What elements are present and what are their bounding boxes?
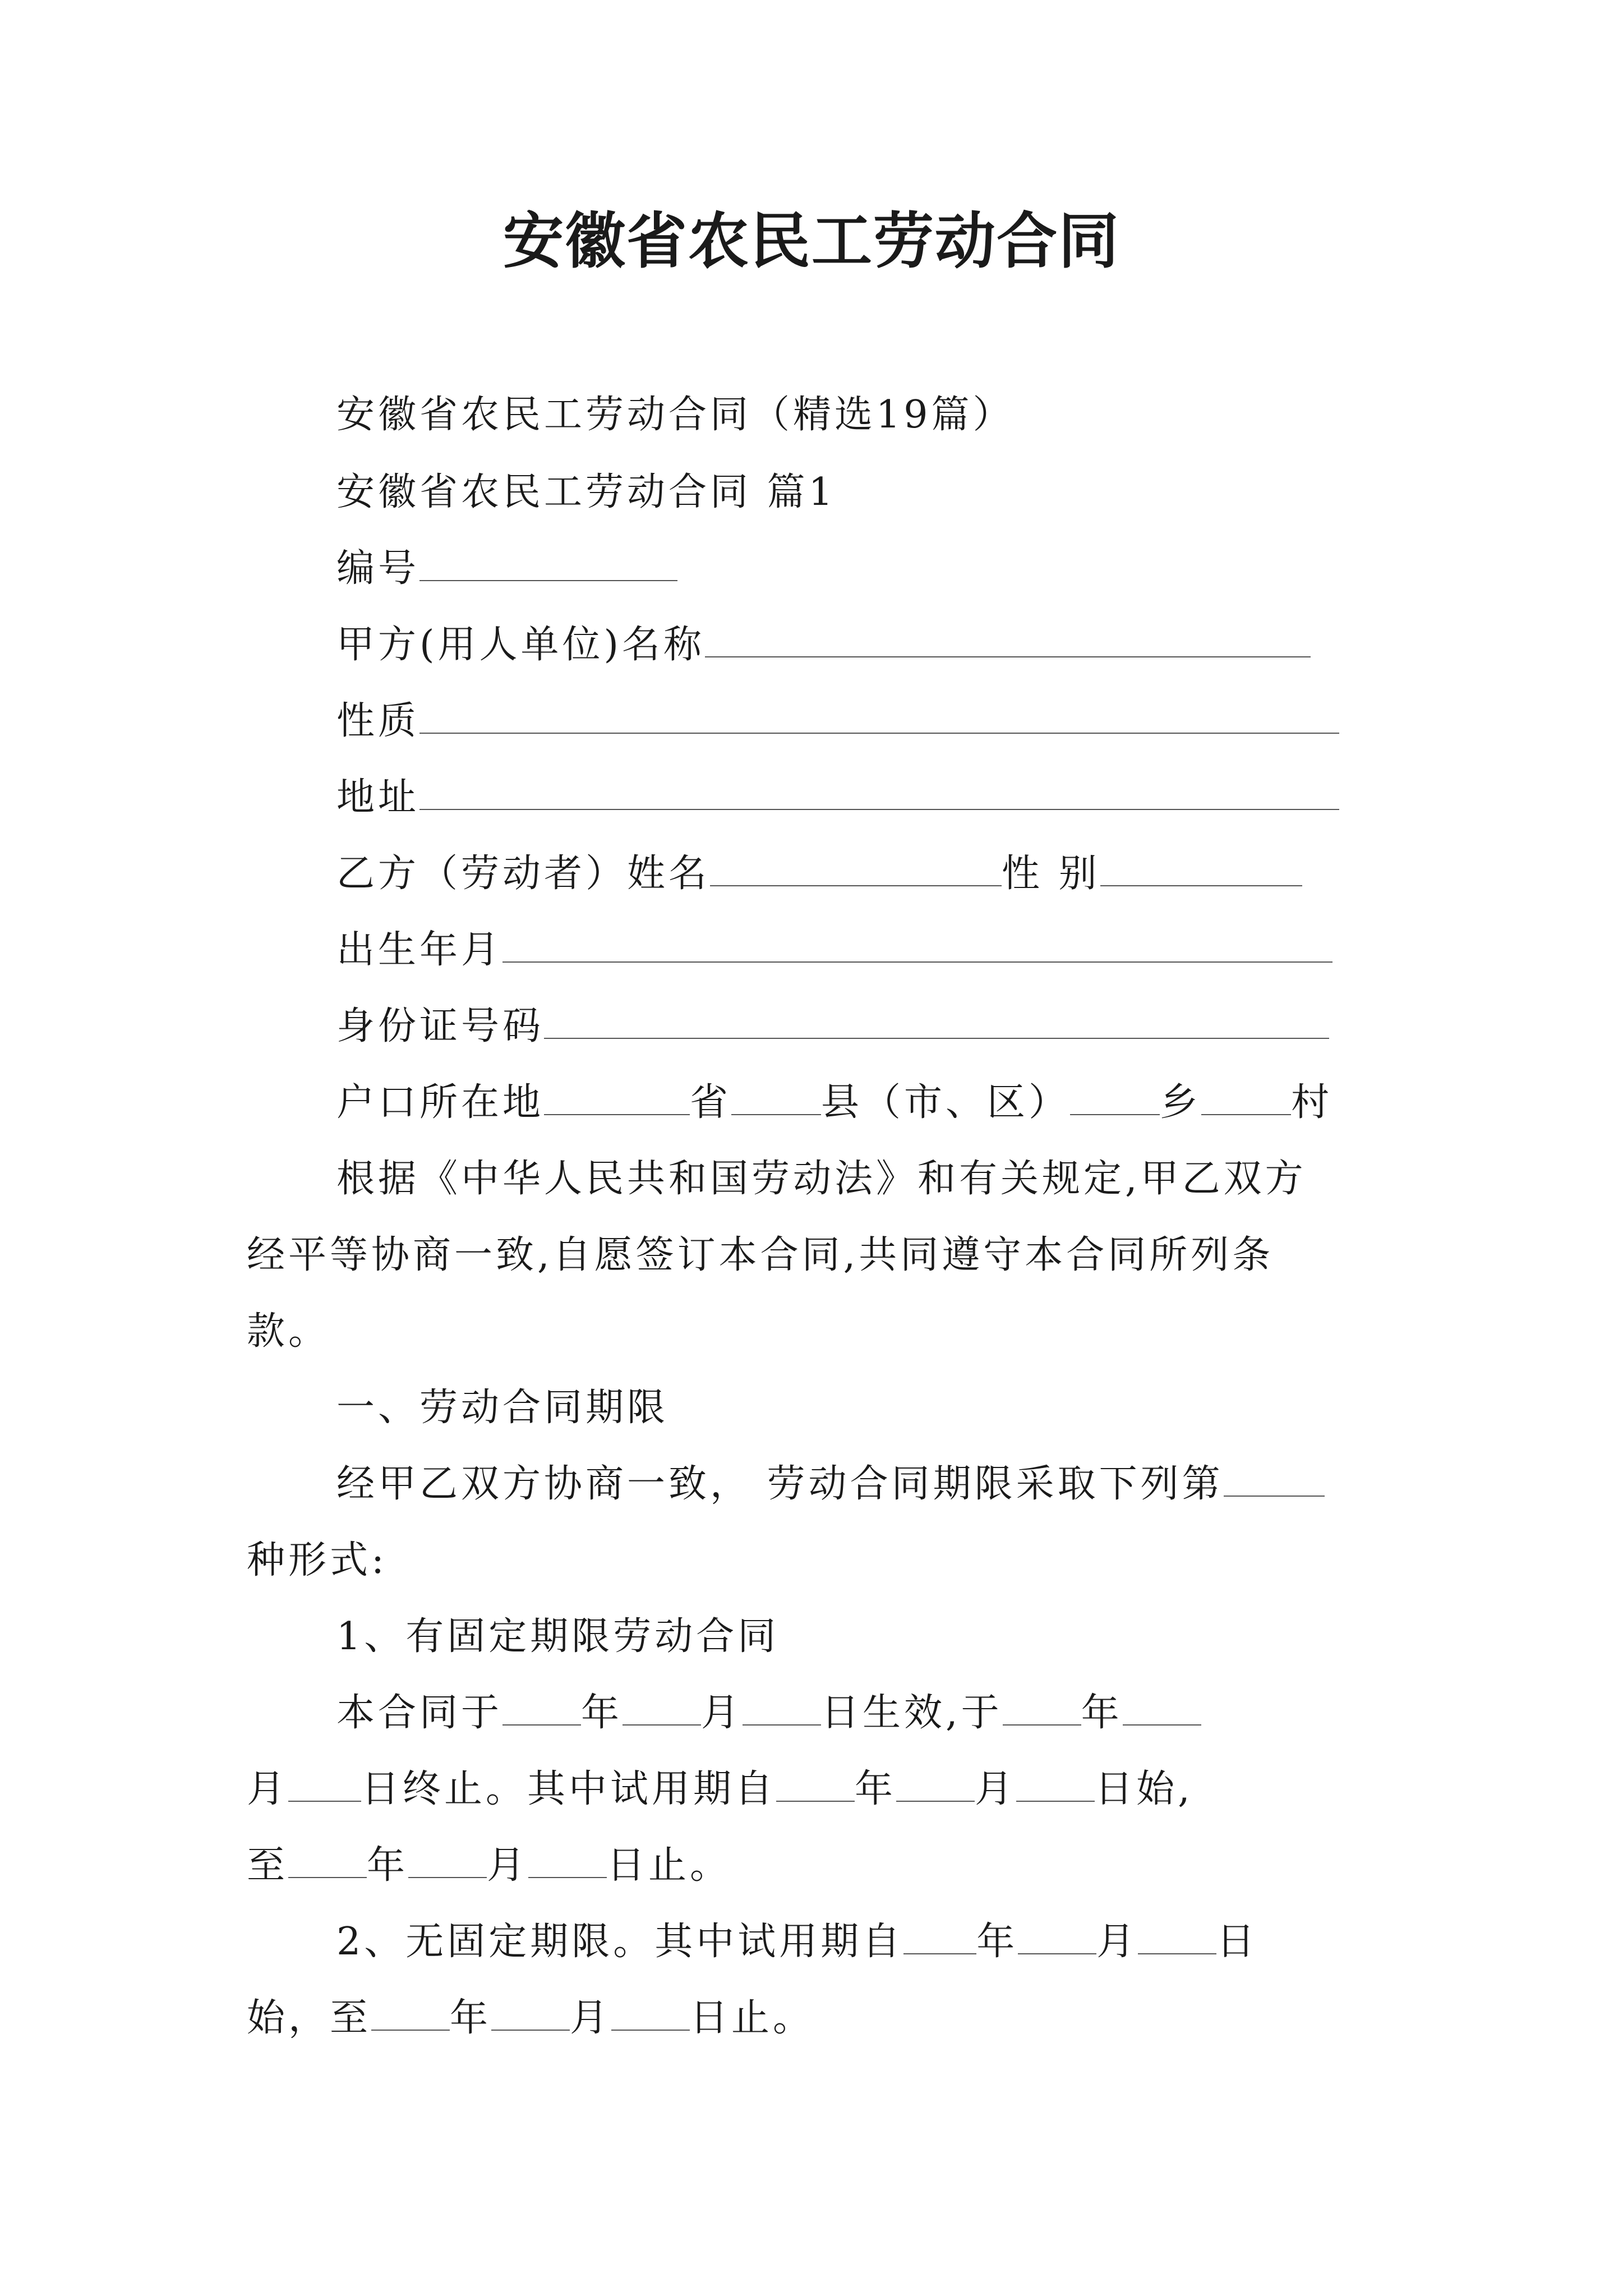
id-number-blank <box>544 1005 1329 1039</box>
document-title: 安徽省农民工劳动合同 <box>502 206 1120 277</box>
end-text: 日止。 <box>690 1996 815 2040</box>
township-label: 乡 <box>1160 1080 1202 1125</box>
county-label: 县（市、区） <box>821 1080 1071 1125</box>
province-blank <box>544 1082 690 1115</box>
month-label: 月 <box>701 1691 743 1735</box>
term-choice-row <box>336 1456 1325 1512</box>
effective-until-text: 日生效,于 <box>821 1691 1003 1735</box>
open-end-day-blank <box>611 1997 690 2031</box>
year-label: 年 <box>1081 1691 1123 1735</box>
end-text: 日止。 <box>607 1843 732 1888</box>
id-number-row <box>336 999 1329 1055</box>
clause-1-heading: 一、劳动合同期限 <box>336 1386 669 1430</box>
open-probation-year-blank <box>903 1921 976 1954</box>
contract-number-row <box>336 541 677 597</box>
village-blank <box>1201 1082 1291 1115</box>
effective-day-blank <box>743 1692 821 1726</box>
fixed-term-heading: 1、有固定期限劳动合同 <box>336 1614 780 1659</box>
probation-year-blank <box>776 1768 855 1802</box>
household-label: 户口所在地 <box>336 1080 545 1125</box>
employer-nature-row <box>336 693 1339 749</box>
year-label: 年 <box>581 1691 623 1735</box>
year-label: 年 <box>450 1996 492 2040</box>
birth-date-row <box>336 922 1332 978</box>
open-end-year-blank <box>371 1997 450 2031</box>
village-label: 村 <box>1291 1080 1333 1125</box>
term-choice-line-2: 种形式: <box>247 1538 388 1582</box>
township-blank <box>1070 1082 1160 1115</box>
employer-name-blank <box>705 624 1311 657</box>
county-blank <box>731 1082 821 1115</box>
end-day-blank <box>288 1768 361 1802</box>
term-choice-text: 经甲乙双方协商一致， 劳动合同期限采取下列第 <box>336 1462 1224 1506</box>
section-heading: 安徽省农民工劳动合同 篇1 <box>336 470 836 514</box>
preamble-line-2: 经平等协商一致,自愿签订本合同,共同遵守本合同所列条 <box>247 1233 1274 1277</box>
until-text: 至 <box>247 1843 289 1888</box>
effective-year-blank <box>502 1692 581 1726</box>
household-registration-row <box>336 1075 1332 1131</box>
employer-address-label: 地址 <box>336 775 420 820</box>
probation-end-year-blank <box>288 1844 367 1878</box>
open-start-until-text: 始，至 <box>247 1996 372 2040</box>
probation-day-blank <box>1016 1768 1095 1802</box>
province-label: 省 <box>690 1080 732 1125</box>
open-end-month-blank <box>491 1997 570 2031</box>
effective-text: 本合同于 <box>336 1691 503 1735</box>
employer-nature-label: 性质 <box>336 699 420 743</box>
end-month-blank <box>1123 1692 1201 1726</box>
month-label: 月 <box>247 1767 289 1811</box>
year-label: 年 <box>976 1920 1018 1964</box>
open-term-line-2 <box>247 1990 814 2046</box>
month-label: 月 <box>570 1996 612 2040</box>
preamble-line-1: 根据《中华人民共和国劳动法》和有关规定,甲乙双方 <box>336 1157 1307 1201</box>
employee-name-blank <box>710 853 1002 886</box>
day-label: 日 <box>1216 1920 1258 1964</box>
probation-end-month-blank <box>408 1844 487 1878</box>
contract-number-label: 编号 <box>336 546 420 591</box>
open-term-line-1 <box>336 1914 1258 1970</box>
employer-name-label: 甲方(用人单位)名称 <box>336 623 706 667</box>
employer-name-row <box>336 617 1311 673</box>
collection-subtitle: 安徽省农民工劳动合同（精选19篇） <box>336 393 1015 437</box>
id-number-label: 身份证号码 <box>336 1004 545 1048</box>
employer-address-blank <box>419 776 1339 810</box>
month-label: 月 <box>487 1843 529 1888</box>
fixed-term-dates-line-1 <box>336 1685 1201 1741</box>
fixed-term-dates-line-2 <box>247 1761 1193 1818</box>
effective-month-blank <box>623 1692 701 1726</box>
preamble-line-3: 款。 <box>247 1309 330 1354</box>
open-probation-day-blank <box>1138 1921 1216 1954</box>
start-text: 日始, <box>1095 1767 1193 1811</box>
probation-month-blank <box>896 1768 975 1802</box>
year-label: 年 <box>855 1767 897 1811</box>
contract-number-blank <box>419 547 677 581</box>
open-probation-month-blank <box>1018 1921 1096 1954</box>
probation-end-day-blank <box>528 1844 607 1878</box>
employee-name-row <box>336 846 1302 902</box>
year-label: 年 <box>367 1843 409 1888</box>
employee-gender-label: 性 别 <box>1002 852 1100 896</box>
employee-name-label: 乙方（劳动者）姓名 <box>336 852 711 896</box>
month-label: 月 <box>975 1767 1017 1811</box>
open-term-text: 2、无固定期限。其中试用期自 <box>336 1920 904 1964</box>
fixed-term-dates-line-3 <box>247 1838 731 1894</box>
birth-date-blank <box>502 929 1332 963</box>
probation-start-text: 日终止。其中试用期自 <box>361 1767 777 1811</box>
end-year-blank <box>1003 1692 1081 1726</box>
employee-gender-blank <box>1100 853 1302 886</box>
month-label: 月 <box>1096 1920 1138 1964</box>
employer-address-row <box>336 770 1339 826</box>
employer-nature-blank <box>419 700 1339 734</box>
term-choice-blank <box>1224 1463 1325 1497</box>
birth-date-label: 出生年月 <box>336 928 503 972</box>
